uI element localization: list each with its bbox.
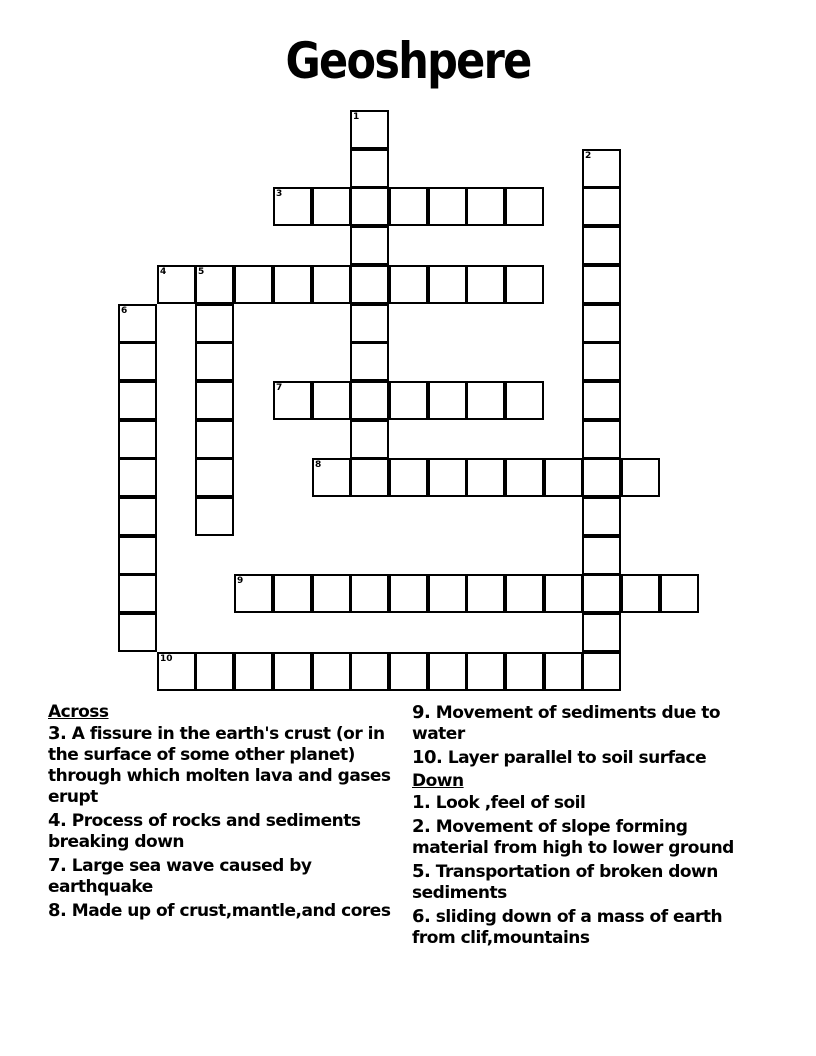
grid-cell[interactable]	[273, 381, 312, 420]
grid-cell[interactable]	[544, 574, 583, 613]
grid-cell[interactable]	[582, 574, 621, 613]
grid-cell[interactable]	[466, 574, 505, 613]
grid-cell[interactable]	[312, 458, 351, 497]
grid-cell[interactable]	[350, 420, 389, 459]
grid-cell[interactable]	[660, 574, 699, 613]
clue-down-1: 1. Look ,feel of soil	[412, 792, 586, 813]
grid-cell[interactable]	[466, 187, 505, 226]
grid-cell[interactable]	[582, 304, 621, 343]
grid-cell[interactable]	[312, 574, 351, 613]
clue-number: 8	[315, 460, 322, 470]
grid-cell[interactable]	[273, 187, 312, 226]
grid-cell[interactable]	[157, 265, 196, 304]
clue-number: 5	[198, 267, 205, 277]
clue-across-10: 10. Layer parallel to soil surface	[412, 747, 707, 768]
grid-cell[interactable]	[582, 381, 621, 420]
down-heading: Down	[412, 771, 464, 791]
grid-cell[interactable]	[582, 652, 621, 691]
grid-cell[interactable]	[157, 652, 196, 691]
grid-cell[interactable]	[118, 420, 157, 459]
grid-cell[interactable]	[505, 458, 544, 497]
clue-down-2: 2. Movement of slope forming material from high to lower ground	[412, 816, 734, 858]
grid-cell[interactable]	[350, 652, 389, 691]
grid-cell[interactable]	[273, 574, 312, 613]
clue-across-9: 9. Movement of sediments due to water	[412, 702, 721, 744]
grid-cell[interactable]	[118, 613, 157, 652]
grid-cell[interactable]	[350, 574, 389, 613]
grid-cell[interactable]	[389, 187, 428, 226]
grid-cell[interactable]	[350, 187, 389, 226]
grid-cell[interactable]	[195, 342, 234, 381]
clue-across-7: 7. Large sea wave caused by earthquake	[48, 855, 312, 897]
clue-number: 1	[353, 112, 360, 122]
grid-cell[interactable]	[582, 226, 621, 265]
grid-cell[interactable]	[195, 304, 234, 343]
grid-cell[interactable]	[350, 149, 389, 188]
grid-cell[interactable]	[118, 458, 157, 497]
grid-cell[interactable]	[273, 265, 312, 304]
clue-number: 3	[276, 189, 283, 199]
grid-cell[interactable]	[389, 458, 428, 497]
grid-cell[interactable]	[118, 304, 157, 343]
puzzle-title: Geoshpere	[285, 32, 531, 90]
grid-cell[interactable]	[312, 187, 351, 226]
grid-cell[interactable]	[505, 574, 544, 613]
grid-cell[interactable]	[505, 652, 544, 691]
grid-cell[interactable]	[544, 458, 583, 497]
grid-cell[interactable]	[312, 652, 351, 691]
clue-down-5: 5. Transportation of broken down sediments	[412, 861, 718, 903]
grid-cell[interactable]	[428, 187, 467, 226]
grid-cell[interactable]	[389, 652, 428, 691]
clue-number: 2	[585, 151, 592, 161]
grid-cell[interactable]	[582, 497, 621, 536]
grid-cell[interactable]	[195, 381, 234, 420]
grid-cell[interactable]	[505, 187, 544, 226]
grid-cell[interactable]	[428, 458, 467, 497]
grid-cell[interactable]	[234, 574, 273, 613]
grid-cell[interactable]	[118, 574, 157, 613]
grid-cell[interactable]	[195, 497, 234, 536]
grid-cell[interactable]	[466, 458, 505, 497]
grid-cell[interactable]	[234, 265, 273, 304]
grid-cell[interactable]	[312, 381, 351, 420]
grid-cell[interactable]	[118, 381, 157, 420]
grid-cell[interactable]	[466, 652, 505, 691]
clue-down-6: 6. sliding down of a mass of earth from clif,mountains	[412, 906, 723, 948]
clue-number: 7	[276, 383, 283, 393]
grid-cell[interactable]	[350, 110, 389, 149]
grid-cell[interactable]	[428, 574, 467, 613]
clue-number: 9	[237, 576, 244, 586]
clue-number: 10	[160, 654, 173, 664]
grid-cell[interactable]	[195, 652, 234, 691]
clues-right-column	[412, 702, 752, 951]
grid-cell[interactable]	[118, 497, 157, 536]
grid-cell[interactable]	[195, 458, 234, 497]
grid-cell[interactable]	[582, 536, 621, 575]
grid-cell[interactable]	[273, 652, 312, 691]
grid-cell[interactable]	[350, 342, 389, 381]
grid-cell[interactable]	[544, 652, 583, 691]
grid-cell[interactable]	[118, 342, 157, 381]
across-heading: Across	[48, 702, 109, 722]
grid-cell[interactable]	[582, 342, 621, 381]
grid-cell[interactable]	[582, 187, 621, 226]
clue-across-8: 8. Made up of crust,mantle,and cores	[48, 900, 391, 921]
grid-cell[interactable]	[466, 381, 505, 420]
grid-cell[interactable]	[505, 265, 544, 304]
clue-across-3: 3. A fissure in the earth's crust (or in the surface of some other planet) through which molten lava and gases erupt	[48, 723, 391, 807]
grid-cell[interactable]	[312, 265, 351, 304]
grid-cell[interactable]	[195, 265, 234, 304]
grid-cell[interactable]	[389, 574, 428, 613]
grid-cell[interactable]	[582, 420, 621, 459]
grid-cell[interactable]	[582, 458, 621, 497]
grid-cell[interactable]	[428, 265, 467, 304]
grid-cell[interactable]	[582, 265, 621, 304]
clue-across-4: 4. Process of rocks and sediments breaking down	[48, 810, 361, 852]
grid-cell[interactable]	[350, 265, 389, 304]
grid-cell[interactable]	[118, 536, 157, 575]
grid-cell[interactable]	[582, 149, 621, 188]
grid-cell[interactable]	[505, 381, 544, 420]
grid-cell[interactable]	[428, 652, 467, 691]
grid-cell[interactable]	[195, 420, 234, 459]
clues-left-column	[48, 702, 393, 924]
grid-cell[interactable]	[350, 304, 389, 343]
grid-cell[interactable]	[389, 265, 428, 304]
grid-cell[interactable]	[428, 381, 467, 420]
grid-cell[interactable]	[389, 381, 428, 420]
grid-cell[interactable]	[466, 265, 505, 304]
clue-number: 4	[160, 267, 167, 277]
grid-cell[interactable]	[582, 613, 621, 652]
grid-cell[interactable]	[350, 226, 389, 265]
grid-cell[interactable]	[234, 652, 273, 691]
grid-cell[interactable]	[621, 458, 660, 497]
grid-cell[interactable]	[350, 458, 389, 497]
clue-number: 6	[121, 306, 128, 316]
grid-cell[interactable]	[621, 574, 660, 613]
grid-cell[interactable]	[350, 381, 389, 420]
